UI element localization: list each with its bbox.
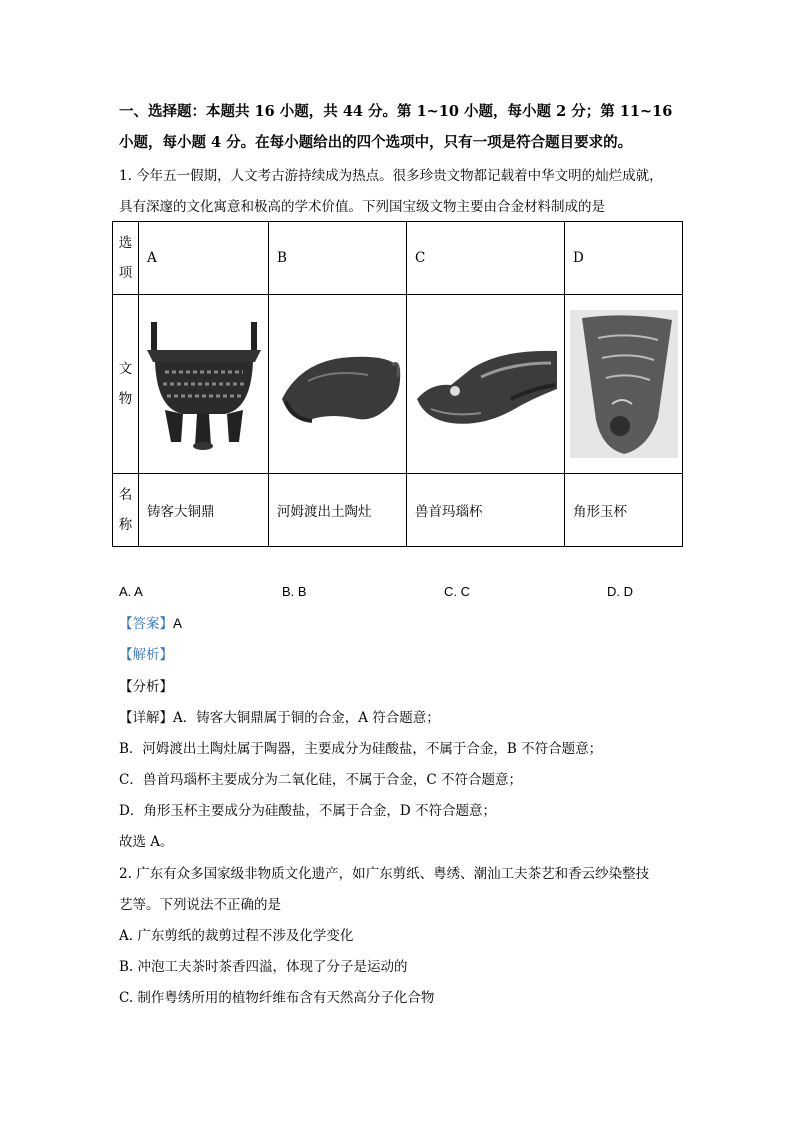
q2-stem-line2: 艺等。下列说法不正确的是 [119, 897, 281, 913]
artifact-image-cell-d [565, 295, 683, 474]
head-char: 称 [118, 517, 133, 533]
option-cell-d: D [565, 222, 683, 295]
head-char: 名 [118, 487, 133, 503]
table-row-artifacts [113, 295, 683, 474]
artifact-name-a: 铸客大铜鼎 [139, 474, 269, 547]
option-cell-b: B [269, 222, 407, 295]
pottery-stove-image [272, 329, 404, 439]
q2-option-c: C. 制作粤绣所用的植物纤维布含有天然高分子化合物 [119, 990, 435, 1006]
q2-option-a: A. 广东剪纸的裁剪过程不涉及化学变化 [119, 928, 354, 944]
q2-stem-line1: 2. 广东有众多国家级非物质文化遗产，如广东剪纸、粤绣、潮汕工夫茶艺和香云纱染整技 [119, 866, 650, 882]
agate-cup-image [411, 329, 561, 439]
horn-jade-cup-image [568, 308, 680, 460]
option-cell-c: C [407, 222, 565, 295]
choice-a: A. A [119, 584, 143, 599]
artifact-name-c: 兽首玛瑙杯 [407, 474, 565, 547]
detail-line-1: 【详解】A．铸客大铜鼎属于铜的合金，A 符合题意； [119, 710, 440, 726]
artifact-image-cell-a [139, 295, 269, 474]
table-row-options [113, 222, 683, 295]
head-char: 项 [118, 265, 133, 281]
artifact-image-cell-c [407, 295, 565, 474]
artifact-name-d: 角形玉杯 [565, 474, 683, 547]
artifact-name-b: 河姆渡出土陶灶 [269, 474, 407, 547]
analysis-label: 【解析】 [119, 647, 173, 663]
artifact-table [112, 221, 683, 547]
bronze-ding-image [143, 314, 265, 454]
row-head-artifacts [113, 295, 139, 474]
q1-stem-line2: 具有深邃的文化寓意和极高的学术价值。下列国宝级文物主要由合金材料制成的是 [119, 199, 605, 215]
detail-line-4: D．角形玉杯主要成分为硅酸盐，不属于合金，D 不符合题意； [119, 803, 496, 819]
table-row-names [113, 474, 683, 547]
answer-label: 【答案】 [119, 616, 173, 632]
section-header-line1: 一、选择题：本题共 16 小题，共 44 分。第 1~10 小题，每小题 2 分；第 11~16 [119, 103, 673, 120]
option-cell-a: A [139, 222, 269, 295]
head-char: 文 [118, 361, 133, 377]
head-char: 选 [118, 235, 133, 251]
choice-b: B. B [282, 584, 307, 599]
artifact-image-cell-b [269, 295, 407, 474]
section-header-line2: 小题，每小题 4 分。在每小题给出的四个选项中，只有一项是符合题目要求的。 [119, 134, 633, 151]
detail-line-3: C．兽首玛瑙杯主要成分为二氧化硅，不属于合金，C 不符合题意； [119, 772, 522, 788]
row-head-names [113, 474, 139, 547]
fenxi-label: 【分析】 [119, 679, 173, 695]
answer-line [119, 614, 182, 634]
row-head-options [113, 222, 139, 295]
choice-c: C. C [444, 584, 470, 599]
head-char: 物 [118, 391, 133, 407]
answer-value: A [173, 616, 183, 631]
q2-option-b: B. 冲泡工夫茶时茶香四溢，体现了分子是运动的 [119, 959, 408, 975]
choice-d: D. D [607, 584, 633, 599]
detail-line-5: 故选 A。 [119, 834, 174, 850]
detail-line-2: B．河姆渡出土陶灶属于陶器，主要成分为硅酸盐，不属于合金，B 不符合题意； [119, 741, 603, 757]
q1-stem-line1: 1. 今年五一假期，人文考古游持续成为热点。很多珍贵文物都记载着中华文明的灿烂成就， [119, 168, 663, 184]
